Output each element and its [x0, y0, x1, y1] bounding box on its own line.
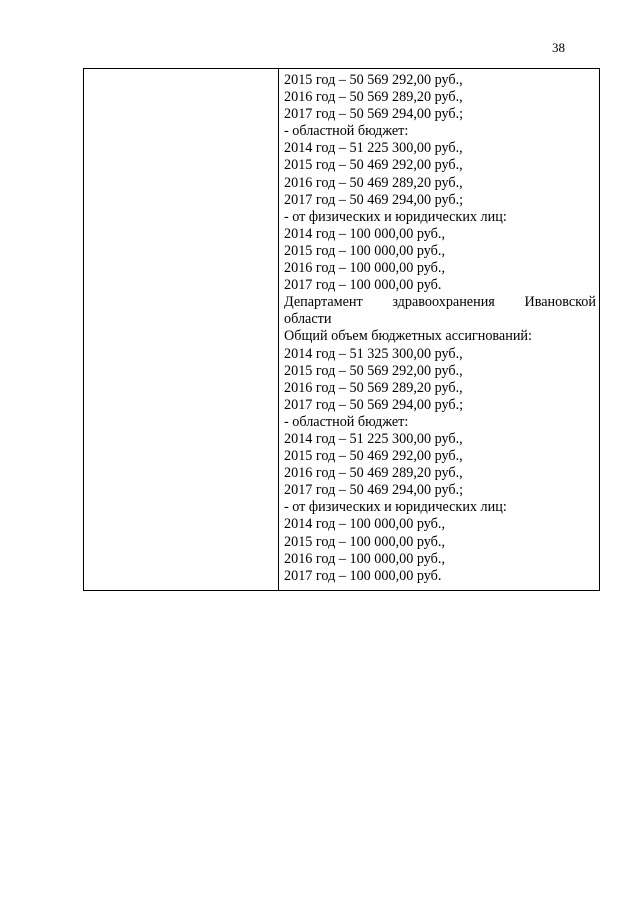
budget-line: 2017 год – 50 569 294,00 руб.;	[284, 106, 464, 123]
budget-line: 2015 год – 50 469 292,00 руб.,	[284, 157, 463, 174]
budget-line: 2014 год – 100 000,00 руб.,	[284, 225, 445, 242]
left-cell-text	[84, 69, 278, 77]
section-label: - областной бюджет:	[284, 413, 409, 430]
section-label: - от физических и юридических лиц:	[284, 208, 507, 225]
section-label: Общий объем бюджетных ассигнований:	[284, 328, 532, 345]
table-row	[84, 69, 600, 591]
budget-line: 2016 год – 100 000,00 руб.,	[284, 550, 445, 567]
budget-line: 2016 год – 50 569 289,20 руб.,	[284, 89, 463, 106]
budget-lines	[279, 69, 599, 590]
budget-line: 2015 год – 50 569 292,00 руб.,	[284, 362, 463, 379]
budget-line: 2016 год – 50 469 289,20 руб.,	[284, 174, 463, 191]
budget-line: 2014 год – 51 225 300,00 руб.,	[284, 430, 463, 447]
department-name: Департамент здравоохранения Ивановской	[284, 294, 596, 311]
budget-line: 2015 год – 100 000,00 руб.,	[284, 533, 445, 550]
budget-line: 2016 год – 100 000,00 руб.,	[284, 260, 445, 277]
table-cell-left	[84, 69, 279, 591]
budget-line: 2017 год – 100 000,00 руб.	[284, 277, 442, 294]
budget-line: 2015 год – 100 000,00 руб.,	[284, 242, 445, 259]
budget-line: 2014 год – 51 225 300,00 руб.,	[284, 140, 463, 157]
budget-line: 2017 год – 50 469 294,00 руб.;	[284, 191, 464, 208]
budget-line: 2014 год – 100 000,00 руб.,	[284, 516, 445, 533]
budget-line: 2016 год – 50 569 289,20 руб.,	[284, 379, 463, 396]
budget-line: 2015 год – 50 469 292,00 руб.,	[284, 448, 463, 465]
budget-line: 2017 год – 50 469 294,00 руб.;	[284, 482, 464, 499]
budget-line: 2017 год – 50 569 294,00 руб.;	[284, 396, 464, 413]
budget-line: 2016 год – 50 469 289,20 руб.,	[284, 465, 463, 482]
table-cell-right	[279, 69, 600, 591]
section-label: - от физических и юридических лиц:	[284, 499, 507, 516]
budget-line: 2017 год – 100 000,00 руб.	[284, 567, 442, 584]
budget-line: 2014 год – 51 325 300,00 руб.,	[284, 345, 463, 362]
budget-line: 2015 год – 50 569 292,00 руб.,	[284, 72, 463, 88]
page-number: 38	[552, 40, 565, 55]
section-label: - областной бюджет:	[284, 123, 409, 140]
department-name-continued: области	[284, 311, 332, 328]
budget-table	[83, 68, 600, 591]
